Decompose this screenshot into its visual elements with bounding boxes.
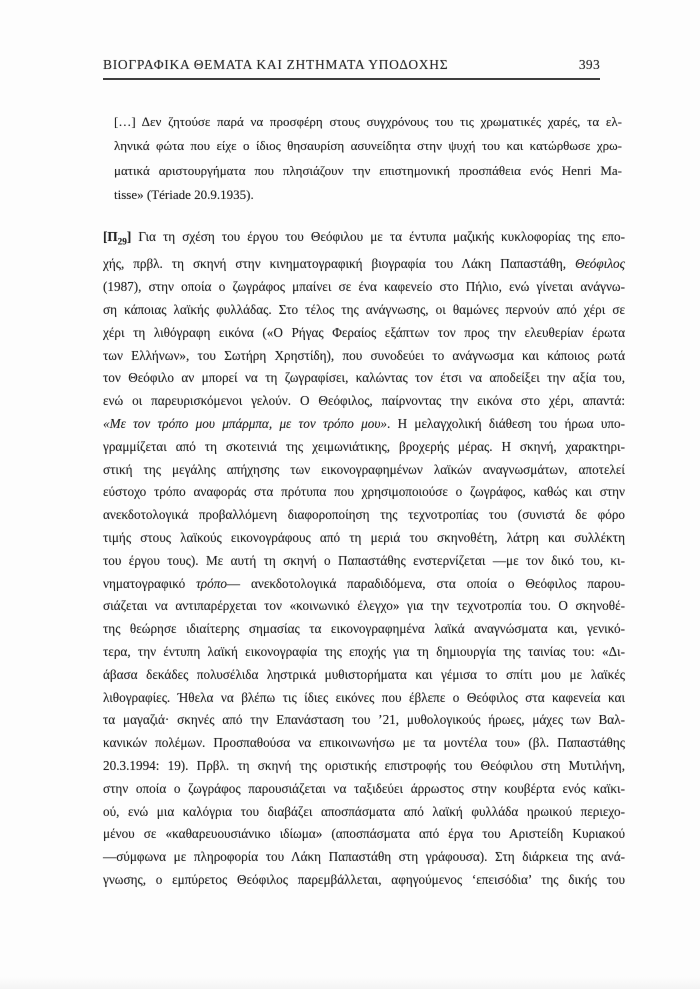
text-line: του έργου τους). Με αυτή τη σκηνή ο Παπαστάθης ενστερνίζεται —με τον δικό του, κι- bbox=[103, 552, 625, 568]
text-line: ενώ οι παρευρισκόμενοι γελούν. Ο Θεόφιλος, παίρνοντας την εικόνα στο χέρι, απαντά: bbox=[103, 393, 625, 409]
text-line: (1987), στην οποία ο ζωγράφος μπαίνει σε ένα καφενείο στο Πήλιο, ενώ γίνεται ανάγνω- bbox=[103, 279, 625, 295]
text-line: ληνικά φώτα που είχε ο ίδιος θησαυρίση ασυνείδητα στην ψυχή του και κατώρθωσε χρω- bbox=[114, 138, 622, 154]
text-line: χής, πρβλ. τη σκηνή στην κινηματογραφική βιογραφία του Λάκη Παπαστάθη, Θεόφιλος bbox=[103, 256, 625, 272]
text-line: τον Θεόφιλο αν μπορεί να τη ζωγραφίσει, καλώντας τον έτσι να αποδείξει την αξία του, bbox=[103, 370, 625, 386]
footnote-paragraph bbox=[103, 226, 625, 892]
block-quote bbox=[114, 110, 622, 208]
text-line: γνωσης, ο εμπύρετος Θεόφιλος παρεμβάλλεται, αφηγούμενος ‘επεισόδια’ της δικής του bbox=[103, 871, 625, 887]
text-line: άβασα δεκάδες πολυσέλιδα ληστρικά μυθιστορήματα και γέμισα το σπίτι μου με λαϊκές bbox=[103, 666, 625, 682]
text-line: ση κάποιας λαϊκής φυλλάδας. Στο τέλος της ανάγνωσης, οι θαμώνες περνούν από χέρι σε bbox=[103, 302, 625, 318]
text-line: τερα, την έντυπη λαϊκή εικονογραφία της εποχής για τη δημιουργία της ταινίας του: «Δι- bbox=[103, 643, 625, 659]
page-header bbox=[103, 57, 600, 80]
text-line: «Με τον τρόπο μου μπάρμπα, με τον τρόπο μου». Η μελαγχολική διάθεση του ήρωα υπο- bbox=[103, 416, 626, 432]
text-line: ματικά αριστουργήματα που πλησιάζουν την επιστημονική προσπάθεια ενός Henri Ma- bbox=[114, 162, 622, 178]
text-line: —σύμφωνα με πληροφορία του Λάκη Παπαστάθη στη γράφουσα). Στη διάρκεια της ανά- bbox=[103, 849, 625, 865]
text-line: tisse» (Tériade 20.9.1935). bbox=[114, 187, 254, 203]
running-head-title: ΒΙΟΓΡΑΦΙΚΑ ΘΕΜΑΤΑ ΚΑΙ ΖΗΤΗΜΑΤΑ ΥΠΟΔΟΧΗΣ bbox=[103, 57, 449, 72]
text-line: νηματογραφικό τρόπο— ανεκδοτολογικά παραδιδόμενα, στα οποία ο Θεόφιλος παρου- bbox=[103, 575, 625, 591]
text-line: τιμής στους λαϊκούς εικονογράφους από τη μεριά του σκηνοθέτη, λάτρη και συλλέκτη bbox=[103, 530, 625, 545]
text-line: κανικών πολέμων. Προσπαθούσα να επικοινωνήσω με τα μοντέλα του» (βλ. Παπαστάθης bbox=[103, 735, 625, 751]
text-line: ανεκδοτολογικά προβαλλόμενη διαφοροποίηση της τεχνοτροπίας του (συνιστά δε φόρο bbox=[103, 507, 625, 523]
text-line: τα μαγαζιά· σκηνές από την Επανάσταση του ’21, μυθολογικούς ήρωες, μάχες των Βαλ- bbox=[103, 712, 625, 728]
scan-shadow bbox=[0, 977, 700, 989]
text-line: λιθογραφίες. Ήθελα να βλέπω τις ίδιες εικόνες που έβλεπε ο Θεόφιλος στα καφενεία και bbox=[103, 689, 625, 705]
text-line: ού, ενώ μια καλόγρια του διαβάζει αποσπάσματα από λαϊκή φυλλάδα ηρωικού περιεχο- bbox=[103, 803, 625, 819]
text-line: χέρι τη λιθόγραφη εικόνα («Ο Ρήγας Φεραίος εξάπτων τον προς την ελευθερίαν έρωτα bbox=[103, 324, 625, 340]
page-number: 393 bbox=[578, 57, 600, 72]
text-line: στην οποία ο ζωγράφος παρουσιάζεται να ταξιδεύει άρρωστος στην κουβέρτα ενός καϊκι- bbox=[103, 780, 625, 796]
text-line: της θεώρησε ιδιαίτερης σημασίας τα εικονογραφημένα λαϊκά αναγνώσματα και, γενικό- bbox=[103, 621, 625, 637]
text-line: εύστοχο τρόπο αναφοράς στα πρότυπα που χρησιμοποιούσε ο ζωγράφος, καθώς και στην bbox=[103, 484, 625, 500]
text-line: μένου σε «καθαρευουσιάνικο ιδίωμα» (αποσπάσματα από έργα του Αριστείδη Κυριακού bbox=[103, 826, 625, 842]
text-line: […] Δεν ζητούσε παρά να προσφέρη στους συγχρόνους του τις χρωματικές χαρές, τα ελ- bbox=[114, 114, 622, 129]
text-line: στική της μεγάλης απήχησης των εικονογραφημένων λαϊκών αναγνωσμάτων, αποτελεί bbox=[103, 461, 625, 477]
text-line: 20.3.1994: 19). Πρβλ. τη σκηνή της οριστικής επιστροφής του Θεόφιλου στη Μυτιλήνη, bbox=[103, 757, 625, 773]
text-line: των Ελλήνων», του Σωτήρη Χρηστίδη), που συνοδεύει το ανάγνωσμα και κάποιος ρωτά bbox=[103, 347, 625, 363]
text-line: $[\Pi_{29}]$ Για τη σχέση του έργου του Θεόφιλου με τα έντυπα μαζικής κυκλοφορίας της επο- bbox=[103, 229, 625, 247]
text-line: γραμμίζεται από τη σκοτεινιά της χειμωνιάτικης, βροχερής μέρας. Η σκηνή, χαρακτηρι- bbox=[103, 438, 625, 454]
text-line: σιάζεται να αντιπαρέρχεται τον «κοινωνικό έλεγχο» για την τεχνοτροπία του. Ο σκηνοθέ- bbox=[103, 598, 625, 614]
